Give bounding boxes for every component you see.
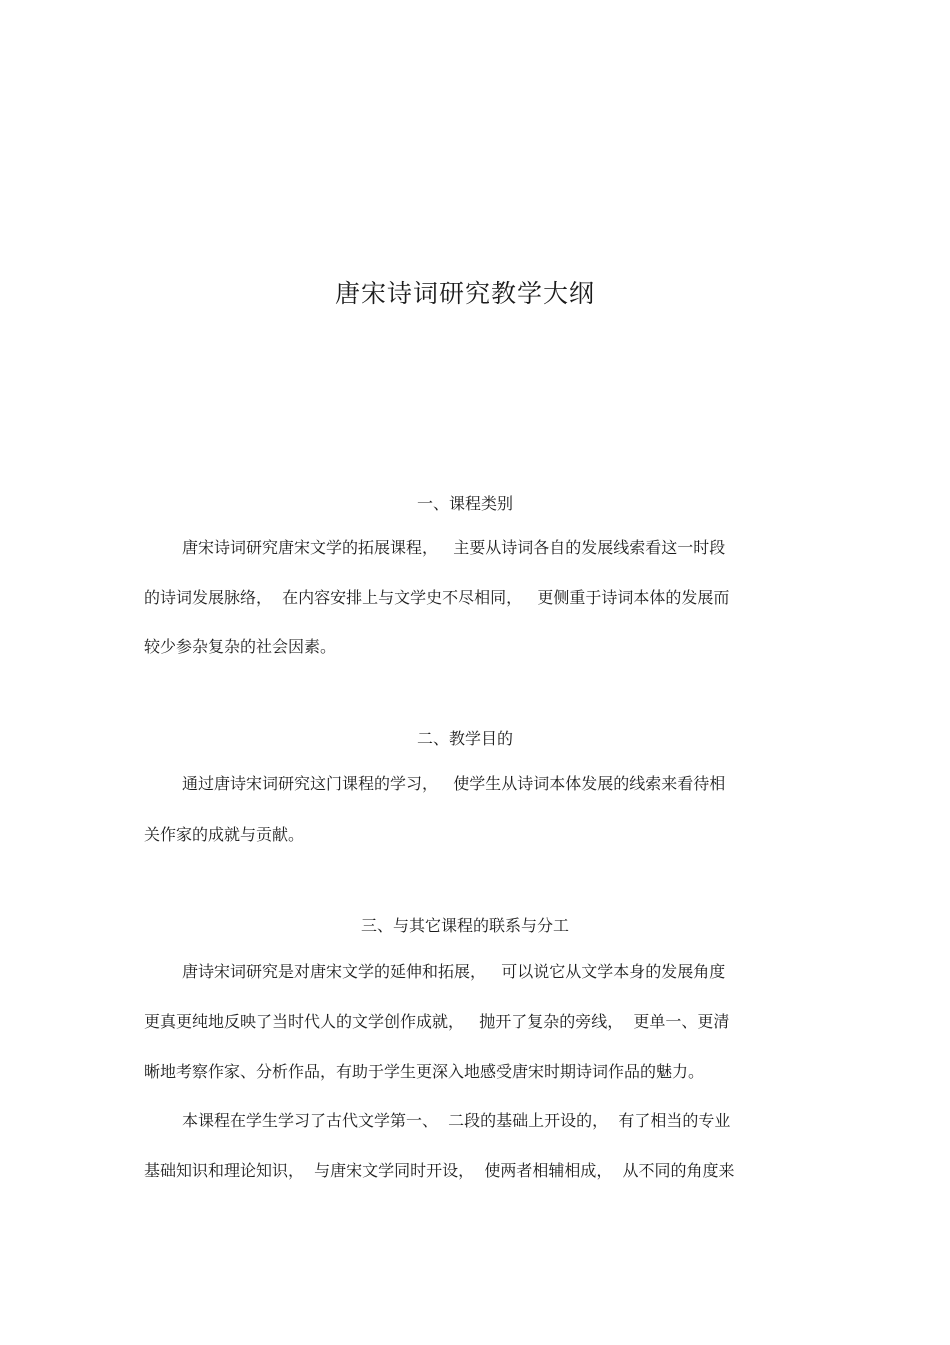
paragraph-line: 唐诗宋词研究是对唐宋文学的延伸和拓展， 可以说它从文学本身的发展角度 (182, 962, 726, 981)
paragraph-line: 晰地考察作家、分析作品，有助于学生更深入地感受唐宋时期诗词作品的魅力。 (144, 1062, 705, 1081)
document-title: 唐宋诗词研究教学大纲 (334, 279, 595, 308)
section-heading-teaching-goal: 二、教学目的 (416, 729, 513, 748)
paragraph-line: 的诗词发展脉络， 在内容安排上与文学史不尽相同， 更侧重于诗词本体的发展而 (144, 588, 730, 607)
paragraph-line: 唐宋诗词研究唐宋文学的拓展课程， 主要从诗词各自的发展线索看这一时段 (182, 538, 726, 557)
paragraph-line: 通过唐诗宋词研究这门课程的学习， 使学生从诗词本体发展的线索来看待相 (182, 774, 726, 793)
paragraph-line: 本课程在学生学习了古代文学第一、 二段的基础上开设的， 有了相当的专业 (182, 1111, 731, 1130)
paragraph-line: 较少参杂复杂的社会因素。 (144, 637, 337, 656)
paragraph-line: 基础知识和理论知识， 与唐宋文学同时开设， 使两者相辅相成， 从不同的角度来 (144, 1161, 735, 1180)
section-heading-course-category: 一、课程类别 (416, 494, 513, 513)
paragraph-line: 关作家的成就与贡献。 (144, 825, 305, 844)
paragraph-line: 更真更纯地反映了当时代人的文学创作成就， 抛开了复杂的旁线， 更单一、更清 (144, 1012, 730, 1031)
section-heading-course-relations: 三、与其它课程的联系与分工 (360, 916, 569, 935)
